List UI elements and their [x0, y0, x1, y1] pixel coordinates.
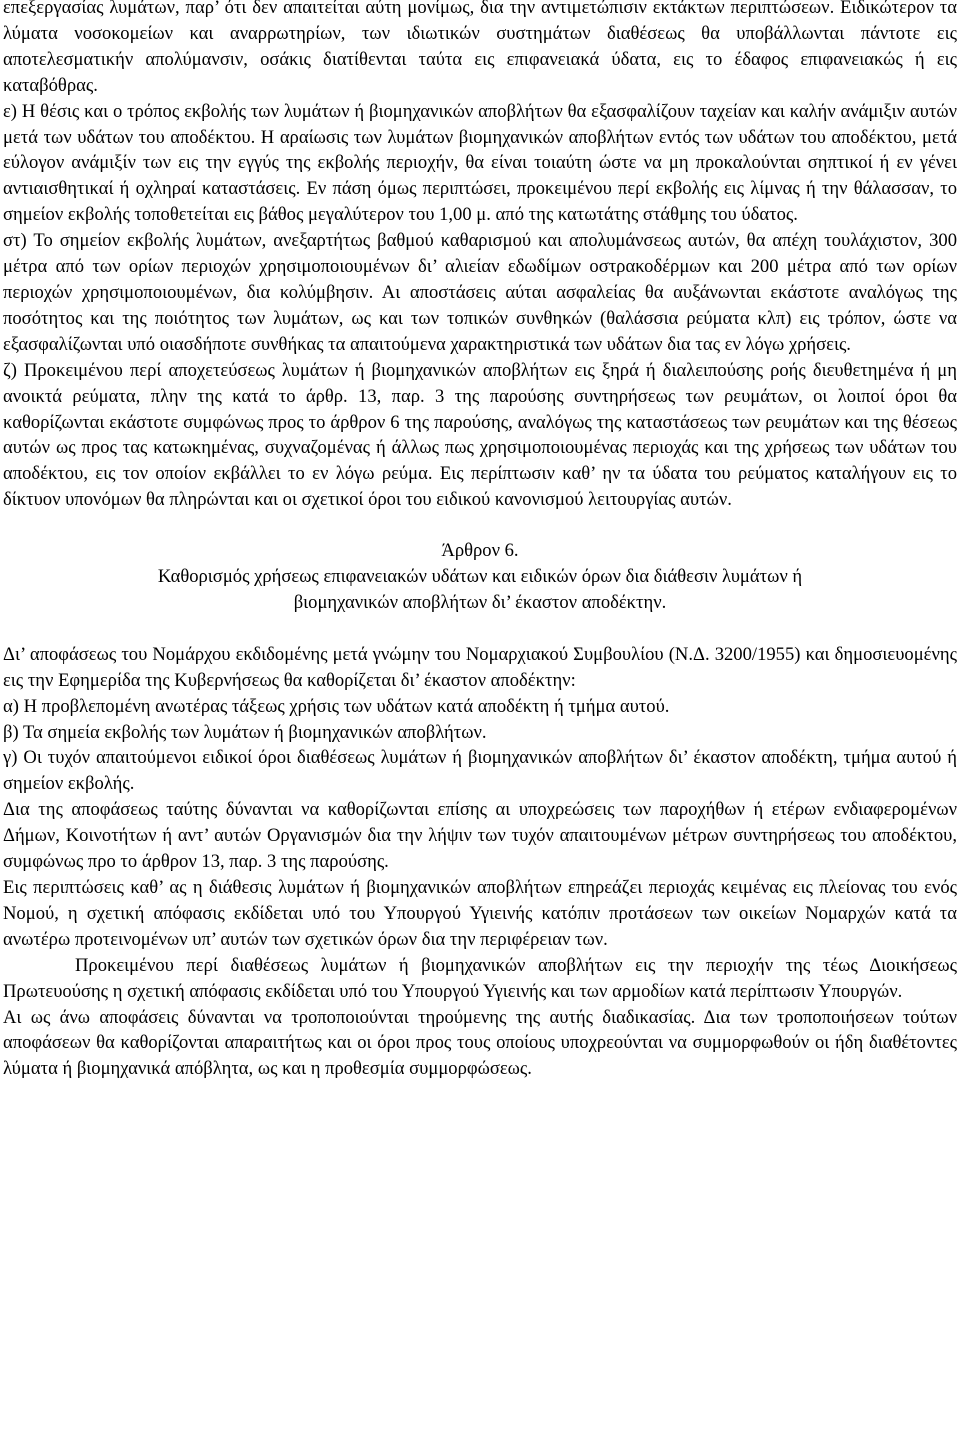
paragraph-amendments: Αι ως άνω αποφάσεις δύνανται να τροποποιούνται τηρούμενης της αυτής διαδικασίας. Δια των τροποποιήσεων τούτων αποφάσεων θα καθορίζονται απαραιτήτως και οι όροι προς τους οποίους υποχρεούνται να συμμορφωθούν οι ήδη διαθέτοντες λύματα ή βιομηχανικά απόβλητα, ως και η προθεσμία συμμορφώσεως.: [3, 1006, 957, 1080]
paragraph-item-b: β) Τα σημεία εκβολής των λυμάτων ή βιομηχανικών αποβλήτων.: [3, 721, 487, 743]
article-number: Άρθρον 6.: [441, 540, 519, 562]
paragraph-capital-region: Προκειμένου περί διαθέσεως λυμάτων ή βιομηχανικών αποβλήτων εις την περιοχήν της τέως Διοικήσεως Πρωτευούσης η σχετική απόφασις εκδίδεται υπό του Υπουργού Υγιεινής και των αρμοδίων κατά περίπτωσιν Υπουργών.: [3, 954, 957, 1002]
article-title-line-1: Καθορισμός χρήσεως επιφανειακών υδάτων και ειδικών όρων δια διάθεσιν λυμάτων ή: [157, 566, 803, 588]
paragraph-item-c: γ) Οι τυχόν απαιτούμενοι ειδικοί όροι διαθέσεως λυμάτων ή βιομηχανικών αποβλήτων δι’ έκαστον αποδέκτη, τμήμα αυτού ή σημείον εκβολής.: [3, 747, 957, 795]
paragraph-item-a: α) Η προβλεπομένη ανωτέρας τάξεως χρήσις των υδάτων κατά αποδέκτη ή τμήμα αυτού.: [3, 695, 670, 717]
article-title-line-2: βιομηχανικών αποβλήτων δι’ έκαστον αποδέκτην.: [293, 591, 667, 613]
paragraph-item-z: ζ) Προκειμένου περί αποχετεύσεως λυμάτων ή βιομηχανικών αποβλήτων εις ξηρά ή διαλειπούσης ροής διευθετημένα ή μη ανοικτά ρεύματα, πλην της κατά το άρθρ. 13, παρ. 3 της παρούσης συντηρήσεως των ρευμάτων, οι λοιποί όροι θα καθορίζωνται εκάστοτε συμφώνως προς το άρθρον 6 της παρούσης, αναλόγως της καταστάσεως των ρευμάτων και της θέσεως αυτών ως προς τας κατωκημένας, συχναζομένας ή άλλως πως χρησιμοποιουμένας περιοχάς και της χρήσεως των υδάτων του αποδέκτου, εις τον οποίον εκβάλλει το εν λόγω ρεύμα. Εις περίπτωσιν καθ’ ην τα ύδατα του ρεύματος καταλήγουν εις το δίκτυον υπονόμων θα πληρώνται και οι σχετικοί όροι του ειδικού κανονισμού λειτουργίας αυτών.: [3, 359, 957, 511]
paragraph-multiple-prefectures: Εις περιπτώσεις καθ’ ας η διάθεσις λυμάτων ή βιομηχανικών αποβλήτων επηρεάζει περιοχάς κειμένας εις πλείονας του ενός Νομού, η σχετική απόφασις εκδίδεται υπό του Υπουργού Υγιεινής κατόπιν προτάσεων των οικείων Νομαρχών κατά τα ανωτέρω προτεινομένων υπ’ αυτών των σχετικών όρων δια την περιφέρειαν των.: [3, 877, 957, 950]
paragraph-continuation: επεξεργασίας λυμάτων, παρ’ ότι δεν απαιτείται αύτη μονίμως, δια την αντιμετώπισιν εκτάκτων περιπτώσεων. Ειδικώτερον τα λύματα νοσοκομείων και αναρρωτηρίων, των ιδιωτικών συστημάτων διαθέσεως θα υποβάλλωνται πάντοτε εις αποτελεσματικήν απολύμανσιν, οσάκις διατίθενται ταύτα εις επιφανειακά ύδατα, εις το έδαφος επιφανειακώς ή εις καταβόθρας.: [3, 0, 957, 96]
document-page: [3, 0, 957, 1082]
paragraph-item-e: ε) Η θέσις και ο τρόπος εκβολής των λυμάτων ή βιομηχανικών αποβλήτων θα εξασφαλίζουν ταχείαν και καλήν ανάμιξιν αυτών μετά των υδάτων του αποδέκτου. Η αραίωσις των λυμάτων βιομηχανικών αποβλήτων εντός των υδάτων του αποδέκτου, μετά εύλογον ανάμιξίν των εις την εγγύς της εκβολής περιοχήν, θα είναι τοιαύτη ώστε να μη προκαλούνται σηπτικοί ή εν γένει αντιαισθητικαί ή οχληραί καταστάσεις. Εν πάση όμως περιπτώσει, προκειμένου περί εκβολής εις λίμνας ή την θάλασσαν, το σημείον εκβολής τοποθετείται εις βάθος μεγαλύτερον του 1,00 μ. από της κατωτάτης στάθμης του ύδατος.: [3, 100, 957, 226]
paragraph-item-st: στ) Το σημείον εκβολής λυμάτων, ανεξαρτήτως βαθμού καθαρισμού και απολυμάνσεως αυτών, θα απέχη τουλάχιστον, 300 μέτρα από των ορίων περιοχών χρησιμοποιουμένων δι’ αλιείαν εδωδίμων οστρακοδέρμων και 200 μέτρα από των ορίων περιοχών χρησιμοποιουμένων, δια κολύμβησιν. Αι αποστάσεις αύται ασφαλείας θα αυξάνωνται εκάστοτε αναλόγως της ποσότητος και της ποιότητος των λυμάτων, ως και των τοπικών συνθηκών (θαλάσσια ρεύματα κλπ) εις τρόπον, ώστε να εξασφαλίζωνται υπό οιασδήποτε συνθήκας τα απαιτούμενα χαρακτηριστικά των υδάτων δια τας εν λόγω χρήσεις.: [3, 230, 957, 355]
paragraph-obligations: Δια της αποφάσεως ταύτης δύνανται να καθορίζωνται επίσης αι υποχρεώσεις των παροχήθων ή ετέρων ενδιαφερομένων Δήμων, Κοινοτήτων ή αντ’ αυτών Οργανισμών δια την λήψιν των τυχόν απαιτουμένων μέτρων συντηρήσεως του αποδέκτου, συμφώνως προ το άρθρον 13, παρ. 3 της παρούσης.: [3, 799, 957, 873]
article-heading: [3, 538, 957, 616]
paragraph-decision-intro: Δι’ αποφάσεως του Νομάρχου εκδιδομένης μετά γνώμην του Νομαρχιακού Συμβουλίου (Ν.Δ. 3200/1955) και δημοσιευομένης εις την Εφημερίδα της Κυβερνήσεως θα καθορίζεται δι’ έκαστον αποδέκτην:: [3, 643, 957, 691]
